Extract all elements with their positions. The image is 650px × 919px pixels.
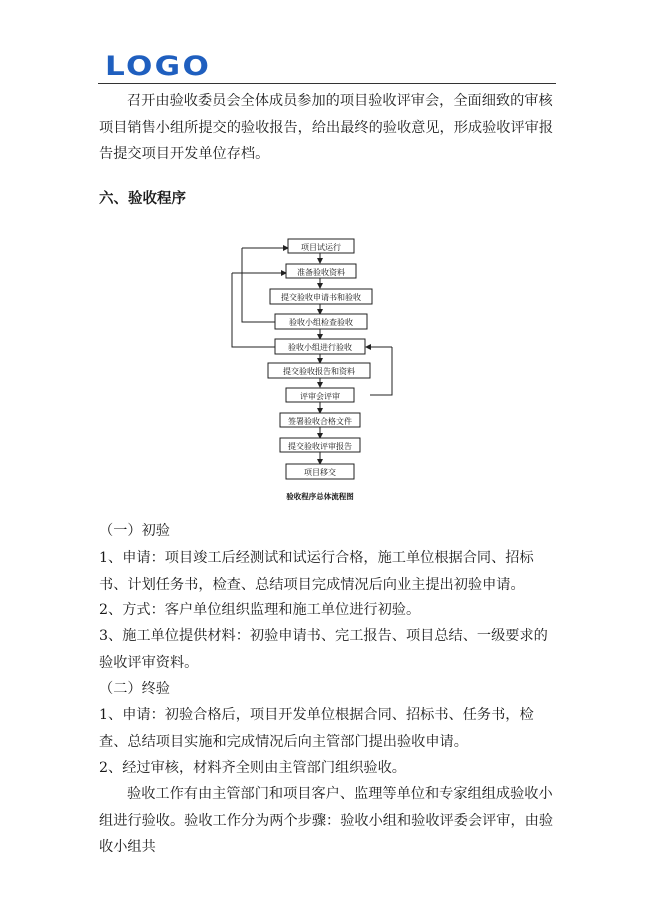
- initial-item-1: 1、申请：项目竣工后经测试和试运行合格，施工单位根据合同、招标书、计划任务书，检查、总结项目完成情况后向业主提出初验申请。: [99, 550, 534, 593]
- initial-item-2: 2、方式：客户单位组织监理和施工单位进行初验。: [99, 602, 421, 618]
- flowchart: [220, 230, 420, 510]
- final-heading: （二）终验: [99, 681, 170, 697]
- logo: LOGO: [105, 51, 212, 82]
- section-heading: 六、验收程序: [99, 190, 186, 207]
- flow-step-label: 提交验收申请书和验收: [281, 293, 361, 302]
- flow-step-label: 签署验收合格文件: [288, 417, 352, 426]
- initial-heading: （一）初验: [99, 523, 170, 539]
- flow-step-label: 准备验收资料: [297, 268, 345, 277]
- flow-step-label: 提交验收报告和资料: [283, 367, 355, 376]
- flow-step-label: 项目试运行: [301, 243, 341, 252]
- final-item-1: 1、申请：初验合格后，项目开发单位根据合同、招标书、任务书，检查、总结项目实施和完成情况后向主管部门提出验收申请。: [99, 707, 534, 750]
- flow-step-label: 评审会评审: [300, 392, 340, 401]
- closing-paragraph: 验收工作有由主管部门和项目客户、监理等单位和专家组组成验收小组进行验收。验收工作分为两个步骤：验收小组和验收评委会评审，由验收小组共: [99, 786, 554, 855]
- initial-item-3: 3、施工单位提供材料：初验申请书、完工报告、项目总结、一级要求的验收评审资料。: [99, 628, 548, 671]
- flow-step-label: 验收小组进行验收: [288, 343, 352, 352]
- intro-paragraph: 召开由验收委员会全体成员参加的项目验收评审会，全面细致的审核项目销售小组所提交的验收报告，给出最终的验收意见，形成验收评审报告提交项目开发单位存档。: [99, 93, 554, 162]
- header-rule: [98, 83, 556, 84]
- flow-step-label: 提交验收评审报告: [288, 442, 352, 451]
- flowchart-caption: 验收程序总体流程图: [286, 492, 354, 501]
- final-item-2: 2、经过审核，材料齐全则由主管部门组织验收。: [99, 760, 406, 776]
- flow-step-label: 验收小组检查验收: [289, 318, 353, 327]
- flow-step-label: 项目移交: [304, 468, 336, 477]
